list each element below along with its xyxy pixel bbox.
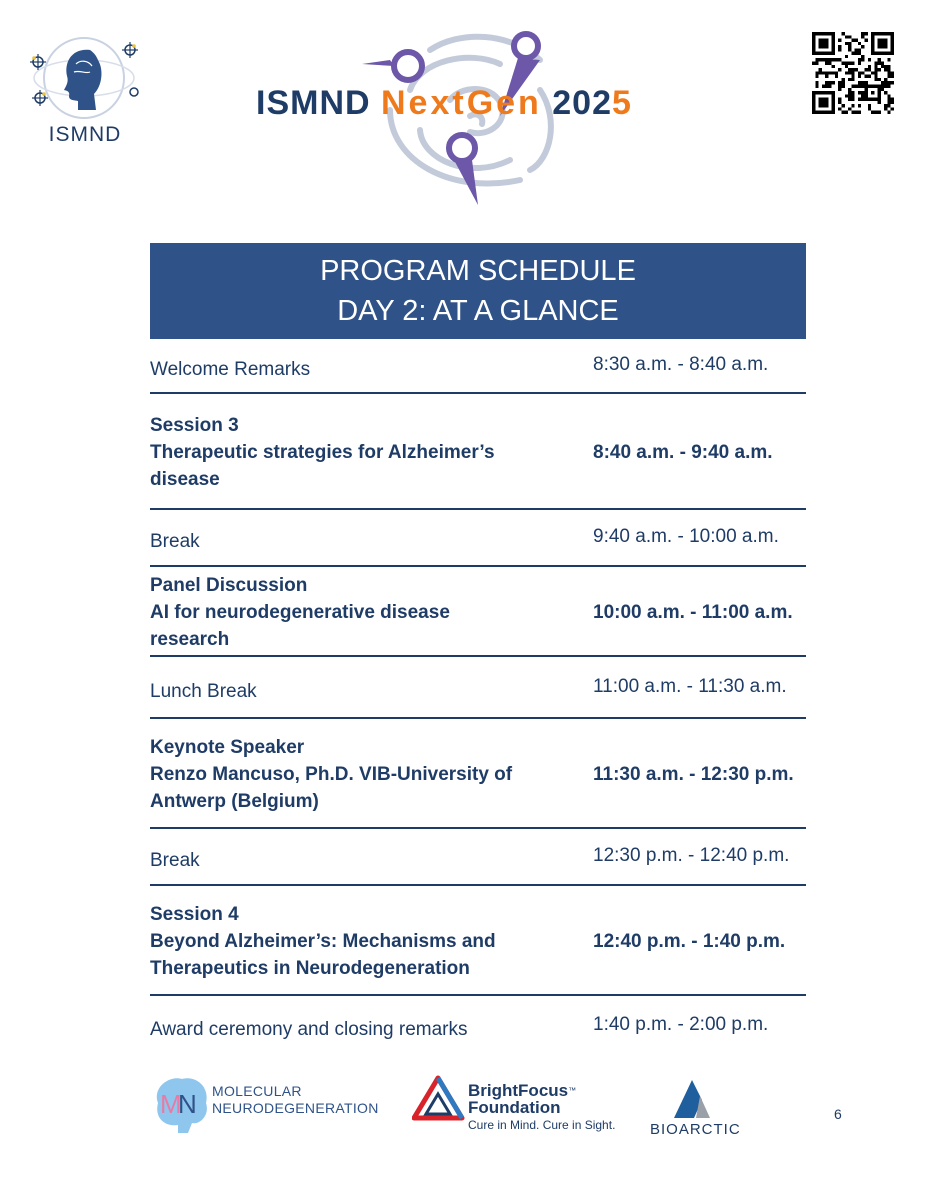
brightfocus-logo — [412, 1072, 622, 1138]
mn-brain-icon — [148, 1073, 212, 1137]
schedule-event-line: research — [150, 629, 230, 650]
schedule-time: 10:00 a.m. - 11:00 a.m. — [593, 602, 793, 623]
brightfocus-name-line1: BrightFocus — [468, 1081, 569, 1100]
schedule-banner — [150, 243, 806, 339]
schedule-event-line: Beyond Alzheimer’s: Mechanisms and — [150, 931, 496, 952]
schedule-event-line: Welcome Remarks — [150, 359, 311, 380]
conference-title — [256, 84, 676, 123]
schedule-event — [150, 356, 560, 383]
mn-mark-m: M — [160, 1089, 182, 1119]
schedule-row — [150, 394, 806, 510]
schedule-event — [150, 572, 560, 653]
conference-title-part4: 5 — [612, 84, 632, 122]
schedule-time: 9:40 a.m. - 10:00 a.m. — [593, 526, 779, 547]
schedule-event — [150, 901, 560, 982]
schedule-event-heading: Panel Discussion — [150, 575, 308, 596]
schedule-event — [150, 1016, 560, 1043]
schedule-event-line: Therapeutics in Neurodegeneration — [150, 958, 470, 979]
schedule-row — [150, 339, 806, 394]
schedule-time: 11:30 a.m. - 12:30 p.m. — [593, 764, 794, 785]
ismnd-logo-text: ISMND — [48, 123, 122, 146]
schedule-event-line: Break — [150, 531, 200, 552]
molecular-neurodegeneration-logo — [148, 1073, 398, 1139]
ismnd-logo — [20, 28, 150, 146]
schedule-event — [150, 734, 560, 815]
bioarctic-mountain-icon — [670, 1076, 720, 1120]
banner-subtitle: DAY 2: AT A GLANCE — [337, 295, 619, 327]
conference-title-part1: ISMND — [256, 84, 381, 122]
schedule-row — [150, 719, 806, 829]
schedule-event — [150, 847, 560, 874]
schedule-time: 11:00 a.m. - 11:30 a.m. — [593, 676, 787, 697]
schedule-event-line: AI for neurodegenerative disease — [150, 602, 450, 623]
schedule-event-line: Break — [150, 850, 200, 871]
schedule-event — [150, 412, 560, 493]
schedule-time: 12:40 p.m. - 1:40 p.m. — [593, 931, 786, 952]
schedule-time: 1:40 p.m. - 2:00 p.m. — [593, 1014, 769, 1035]
schedule-event-heading: Session 3 — [150, 415, 239, 436]
bioarctic-name: BIOARCTIC — [650, 1121, 741, 1138]
brightfocus-triangle-icon — [412, 1074, 466, 1124]
schedule-event-heading: Keynote Speaker — [150, 737, 305, 758]
schedule-event-line: Award ceremony and closing remarks — [150, 1019, 468, 1040]
schedule-row — [150, 996, 806, 1056]
brightfocus-name — [468, 1082, 576, 1116]
schedule-time: 12:30 p.m. - 12:40 p.m. — [593, 845, 790, 866]
schedule-event — [150, 678, 560, 705]
brightfocus-trademark: ™ — [568, 1086, 577, 1095]
schedule-row — [150, 886, 806, 996]
schedule-time: 8:30 a.m. - 8:40 a.m. — [593, 354, 769, 375]
ismnd-emblem-icon — [20, 28, 150, 123]
schedule-event-heading: Session 4 — [150, 904, 239, 925]
schedule-event-line: Antwerp (Belgium) — [150, 791, 319, 812]
banner-title: PROGRAM SCHEDULE — [320, 255, 636, 287]
schedule-row — [150, 567, 806, 657]
schedule-row — [150, 510, 806, 567]
schedule-list — [150, 339, 806, 1056]
bioarctic-logo — [648, 1076, 748, 1142]
qr-code-icon[interactable] — [812, 32, 894, 114]
schedule-event-line: Lunch Break — [150, 681, 257, 702]
schedule-event — [150, 528, 560, 555]
brightfocus-name-line2: Foundation — [468, 1098, 561, 1117]
schedule-event-line: Renzo Mancuso, Ph.D. VIB-University of — [150, 764, 513, 785]
schedule-event-line: Therapeutic strategies for Alzheimer’s — [150, 442, 495, 463]
schedule-event-line: disease — [150, 469, 220, 490]
mn-logo-line1: MOLECULAR — [212, 1083, 302, 1099]
conference-title-part2: NextGen — [381, 84, 542, 122]
mn-logo-text — [212, 1083, 379, 1117]
mn-mark-n: N — [178, 1089, 197, 1119]
schedule-row — [150, 829, 806, 886]
schedule-time: 8:40 a.m. - 9:40 a.m. — [593, 442, 773, 463]
brightfocus-tagline: Cure in Mind. Cure in Sight. — [468, 1118, 616, 1132]
mn-logo-line2: NEURODEGENERATION — [212, 1100, 379, 1116]
schedule-row — [150, 657, 806, 719]
conference-title-part3: 202 — [541, 84, 613, 122]
page-number: 6 — [834, 1106, 842, 1122]
